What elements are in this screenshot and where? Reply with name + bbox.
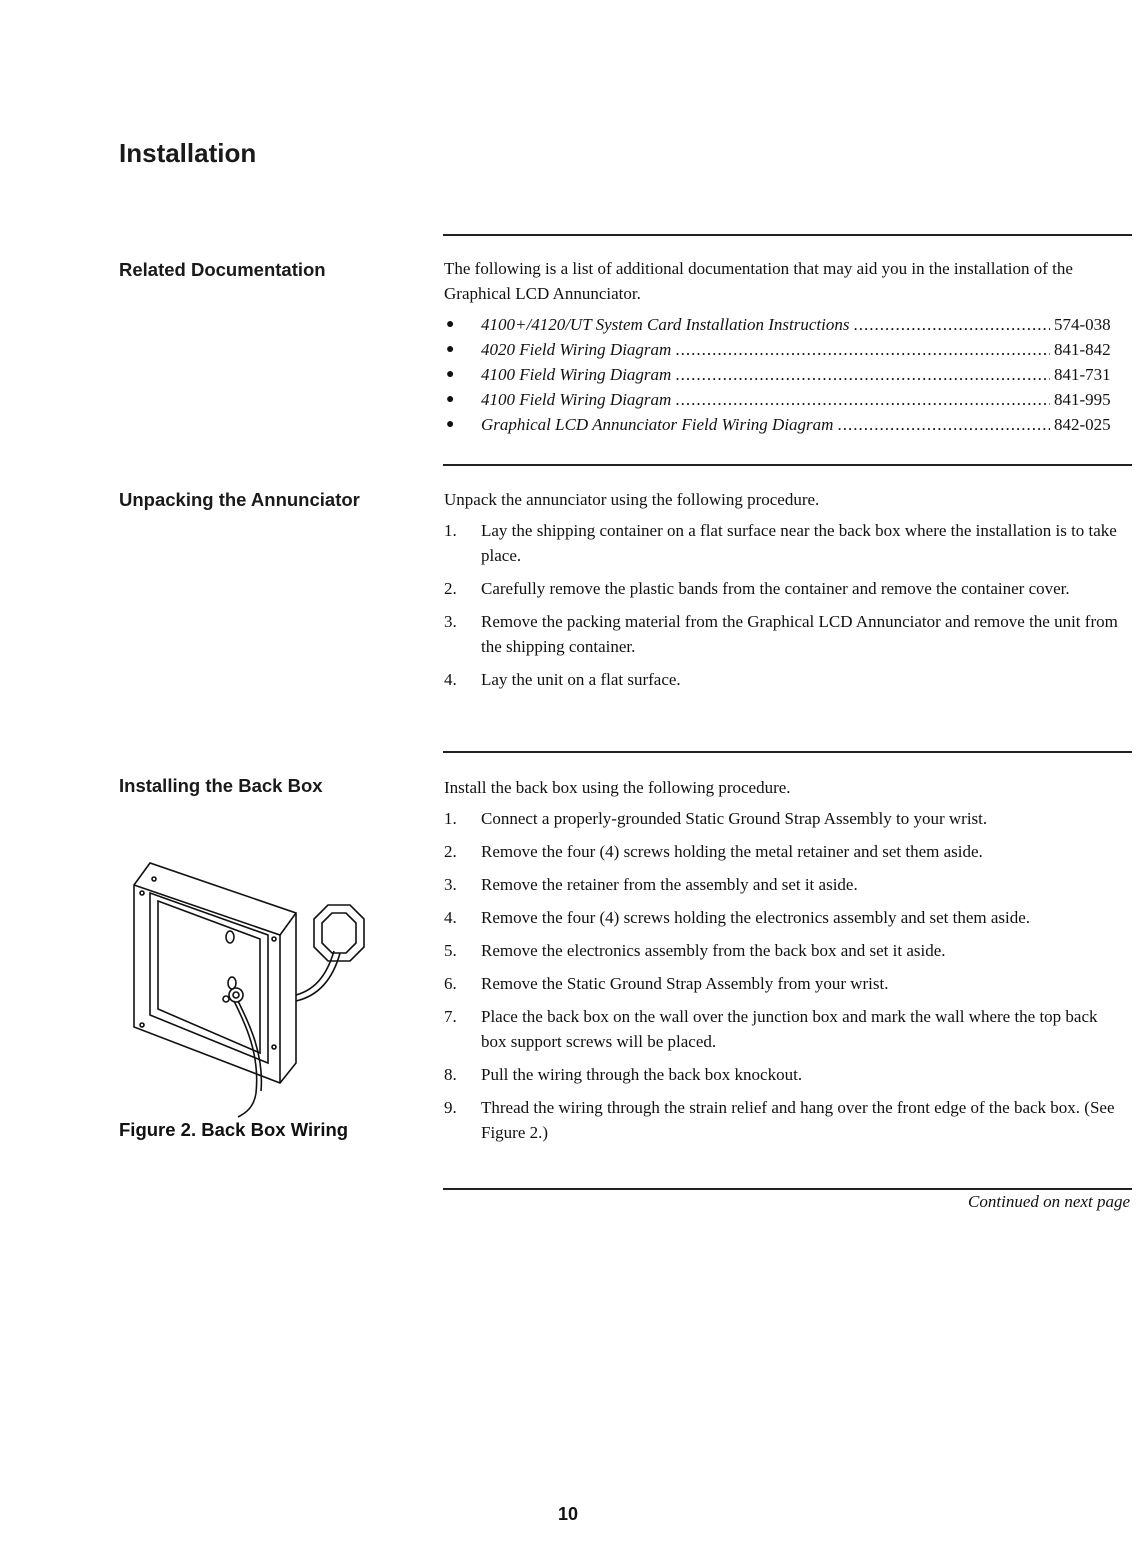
step-text: Remove the four (4) screws holding the electronics assembly and set them aside.: [481, 908, 1031, 927]
bullet-icon: ●: [446, 392, 455, 407]
step-item: 1. Lay the shipping container on a flat surface near the back box where the installation is to take place.: [444, 521, 1117, 565]
figure-caption: Figure 2. Back Box Wiring: [119, 1119, 349, 1140]
bullet-icon: ●: [446, 367, 455, 382]
dot-leader: [675, 362, 1050, 387]
back-box-intro: Install the back box using the following procedure.: [444, 778, 791, 797]
documents-list: [444, 312, 1124, 437]
document-number: 841-995: [1054, 390, 1111, 409]
step-text: Lay the unit on a flat surface.: [481, 670, 681, 689]
step-item: 4. Lay the unit on a flat surface.: [444, 670, 681, 689]
unpacking-body: [444, 487, 1124, 700]
bullet-icon: ●: [446, 417, 455, 432]
back-box-steps: [444, 806, 1124, 1145]
document-title: 4100 Field Wiring Diagram: [481, 365, 672, 384]
bullet-icon: ●: [446, 317, 455, 332]
dot-leader: [675, 337, 1050, 362]
document-title: 4100 Field Wiring Diagram: [481, 390, 672, 409]
document-title: 4020 Field Wiring Diagram: [481, 340, 672, 359]
step-item: 1. Connect a properly-grounded Static Ground Strap Assembly to your wrist.: [444, 809, 988, 828]
section-rule: [443, 751, 1132, 753]
step-item: 5. Remove the electronics assembly from the back box and set it aside.: [444, 941, 946, 960]
back-box-heading: Installing the Back Box: [119, 775, 323, 796]
dot-leader: [854, 312, 1051, 337]
step-text: Carefully remove the plastic bands from the container and remove the container cover.: [481, 579, 1070, 598]
step-text: Remove the four (4) screws holding the metal retainer and set them aside.: [481, 842, 983, 861]
document-title: 4100+/4120/UT System Card Installation Instructions: [481, 315, 850, 334]
dot-leader: [675, 387, 1050, 412]
step-item: 9. Thread the wiring through the strain relief and hang over the front edge of the back box. (See Figure 2.): [444, 1098, 1115, 1142]
related-documentation-body: [444, 256, 1124, 437]
document-number: 842-025: [1054, 415, 1111, 434]
step-text: Connect a properly-grounded Static Ground Strap Assembly to your wrist.: [481, 809, 988, 828]
document-number: 574-038: [1054, 315, 1111, 334]
step-item: 4. Remove the four (4) screws holding the electronics assembly and set them aside.: [444, 908, 1031, 927]
step-text: Remove the electronics assembly from the back box and set it aside.: [481, 941, 946, 960]
document-item: [444, 412, 1124, 437]
unpacking-steps: [444, 518, 1124, 692]
document-item: [444, 312, 1124, 337]
unpacking-intro: Unpack the annunciator using the following procedure.: [444, 490, 820, 509]
step-item: 3. Remove the packing material from the Graphical LCD Annunciator and remove the unit from the shipping container.: [444, 612, 1118, 656]
document-item: [444, 362, 1124, 387]
step-text: Remove the retainer from the assembly and set it aside.: [481, 875, 858, 894]
continued-note: Continued on next page: [968, 1192, 1130, 1211]
unpacking-heading: Unpacking the Annunciator: [119, 489, 360, 510]
related-documentation-intro: The following is a list of additional documentation that may aid you in the installation of the Graphical LCD Annunciator.: [444, 259, 1073, 303]
step-text: Thread the wiring through the strain relief and hang over the front edge of the back box. (See Figure 2.): [481, 1098, 1115, 1142]
document-item: [444, 387, 1124, 412]
bullet-icon: ●: [446, 342, 455, 357]
step-item: 8. Pull the wiring through the back box knockout.: [444, 1065, 803, 1084]
document-title: Graphical LCD Annunciator Field Wiring Diagram: [481, 415, 834, 434]
step-item: 2. Carefully remove the plastic bands from the container and remove the container cover.: [444, 579, 1070, 598]
page-number: 10: [557, 1504, 579, 1524]
page-title: Installation: [119, 138, 257, 168]
document-number: 841-842: [1054, 340, 1111, 359]
step-text: Remove the Static Ground Strap Assembly from your wrist.: [481, 974, 889, 993]
back-box-body: [444, 775, 1124, 1153]
dot-leader: [837, 412, 1050, 437]
step-item: 3. Remove the retainer from the assembly and set it aside.: [444, 875, 858, 894]
back-box-wiring-figure: [128, 855, 378, 1120]
document-number: 841-731: [1054, 365, 1111, 384]
step-text: Place the back box on the wall over the junction box and mark the wall where the top back box support screws will be placed.: [481, 1007, 1098, 1051]
step-text: Lay the shipping container on a flat surface near the back box where the installation is to take place.: [481, 521, 1117, 565]
section-rule: [443, 1188, 1132, 1190]
step-text: Remove the packing material from the Graphical LCD Annunciator and remove the unit from the shipping container.: [481, 612, 1118, 656]
step-item: 7. Place the back box on the wall over the junction box and mark the wall where the top back box support screws will be placed.: [444, 1007, 1098, 1051]
step-text: Pull the wiring through the back box knockout.: [481, 1065, 803, 1084]
step-item: 2. Remove the four (4) screws holding the metal retainer and set them aside.: [444, 842, 983, 861]
section-rule: [443, 464, 1132, 466]
document-item: [444, 337, 1124, 362]
section-rule: [443, 234, 1132, 236]
related-documentation-heading: Related Documentation: [119, 259, 326, 280]
step-item: 6. Remove the Static Ground Strap Assembly from your wrist.: [444, 974, 889, 993]
